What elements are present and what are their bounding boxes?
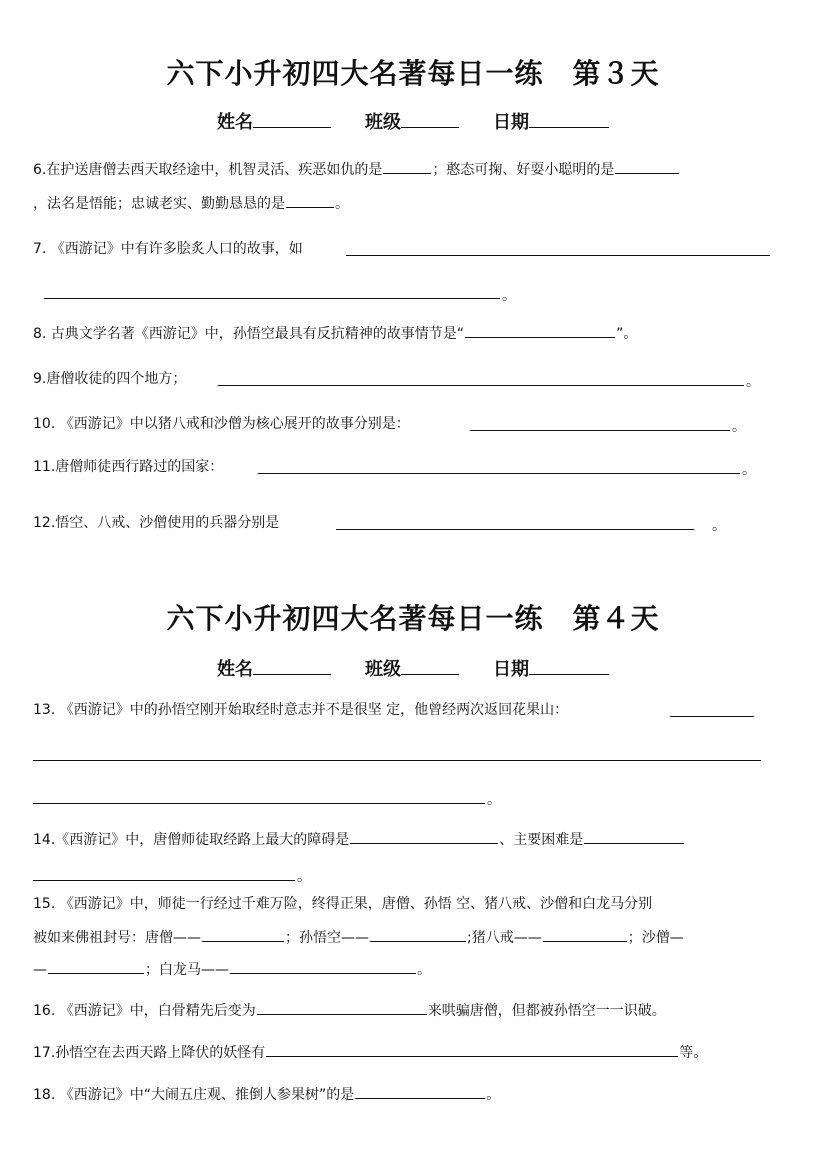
name-field[interactable] [253, 658, 331, 675]
sheet1-info-row [0, 108, 826, 134]
answer-line[interactable] [258, 473, 740, 474]
question-12-end: 。 [712, 518, 726, 534]
sheet2-info-row [0, 655, 826, 681]
answer-line[interactable] [44, 298, 500, 299]
date-field[interactable] [529, 658, 609, 675]
answer-blank[interactable] [355, 1084, 485, 1099]
date-label: 日期 [493, 659, 529, 680]
answer-blank[interactable] [370, 927, 466, 942]
question-17: 17.孙悟空在去西天路上降伏的妖怪有 等。 [33, 1042, 707, 1062]
answer-blank[interactable] [383, 159, 431, 174]
answer-blank[interactable] [350, 829, 498, 844]
answer-blank[interactable] [48, 959, 144, 974]
answer-line[interactable] [33, 880, 295, 881]
question-13: 13. 《西游记》中的孙悟空刚开始取经时意志并不是很坚 定，他曾经两次返回花果山： [33, 702, 569, 718]
answer-blank[interactable] [286, 193, 334, 208]
answer-line[interactable] [33, 803, 485, 804]
question-10: 10. 《西游记》中以猪八戒和沙僧为核心展开的故事分别是： [33, 416, 410, 432]
question-11: 11.唐僧师徒西行路过的国家： [33, 459, 224, 475]
answer-line[interactable] [33, 760, 761, 761]
question-12: 12.悟空、八戒、沙僧使用的兵器分别是 [33, 515, 280, 531]
name-field[interactable] [253, 111, 331, 128]
answer-blank[interactable] [543, 927, 627, 942]
question-7-end: 。 [502, 288, 516, 304]
answer-blank[interactable] [266, 1042, 678, 1057]
question-15-line2: 被如来佛祖封号：唐僧—— ；孙悟空—— ;猪八戒—— ；沙僧— [33, 927, 684, 947]
class-label: 班级 [365, 112, 401, 133]
question-10-end: 。 [732, 419, 746, 435]
name-label: 姓名 [217, 112, 253, 133]
question-8: 8. 古典文学名著《西游记》中，孙悟空最具有反抗精神的故事情节是“ ”。 [33, 323, 637, 343]
date-label: 日期 [493, 112, 529, 133]
answer-line[interactable] [470, 430, 730, 431]
question-11-end: 。 [742, 462, 756, 478]
question-15-line3: — ；白龙马—— 。 [33, 959, 431, 979]
question-13-end: 。 [487, 792, 501, 808]
question-9: 9.唐僧收徒的四个地方； [33, 371, 187, 387]
sheet2-title: 六下小升初四大名著每日一练 第４天 [166, 602, 660, 635]
answer-line[interactable] [336, 529, 694, 530]
question-14: 14.《西游记》中，唐僧师徒取经路上最大的障碍是 、主要困难是 [33, 829, 685, 849]
class-field[interactable] [401, 658, 459, 675]
question-6-line2: ，法名是悟能；忠诚老实、勤勤恳恳的是 。 [33, 193, 349, 213]
answer-blank[interactable] [465, 323, 615, 338]
question-9-end: 。 [746, 374, 760, 390]
question-7: 7. 《西游记》中有许多脍炙人口的故事，如 [33, 241, 303, 257]
question-14-end: 。 [297, 869, 311, 885]
question-16: 16. 《西游记》中，白骨精先后变为 来哄骗唐僧，但都被孙悟空一一识破。 [33, 1000, 666, 1020]
answer-line[interactable] [218, 385, 744, 386]
answer-blank[interactable] [584, 829, 684, 844]
answer-blank[interactable] [257, 1000, 427, 1015]
question-15-line1: 15. 《西游记》中，师徒一行经过千难万险，终得正果，唐僧、孙悟 空、猪八戒、沙僧和白龙马分别 [33, 896, 653, 912]
answer-line[interactable] [346, 255, 770, 256]
question-6-line1: 6.在护送唐僧去西天取经途中，机智灵活、疾恶如仇的是 ；憨态可掬、好耍小聪明的是 [33, 159, 680, 179]
question-18: 18. 《西游记》中“大闹五庄观、推倒人参果树”的是 。 [33, 1084, 500, 1104]
answer-line[interactable] [670, 716, 754, 717]
date-field[interactable] [529, 111, 609, 128]
class-label: 班级 [365, 659, 401, 680]
answer-blank[interactable] [615, 159, 679, 174]
answer-blank[interactable] [230, 959, 416, 974]
sheet1-title: 六下小升初四大名著每日一练 第３天 [166, 57, 660, 90]
answer-blank[interactable] [202, 927, 284, 942]
name-label: 姓名 [217, 659, 253, 680]
class-field[interactable] [401, 111, 459, 128]
